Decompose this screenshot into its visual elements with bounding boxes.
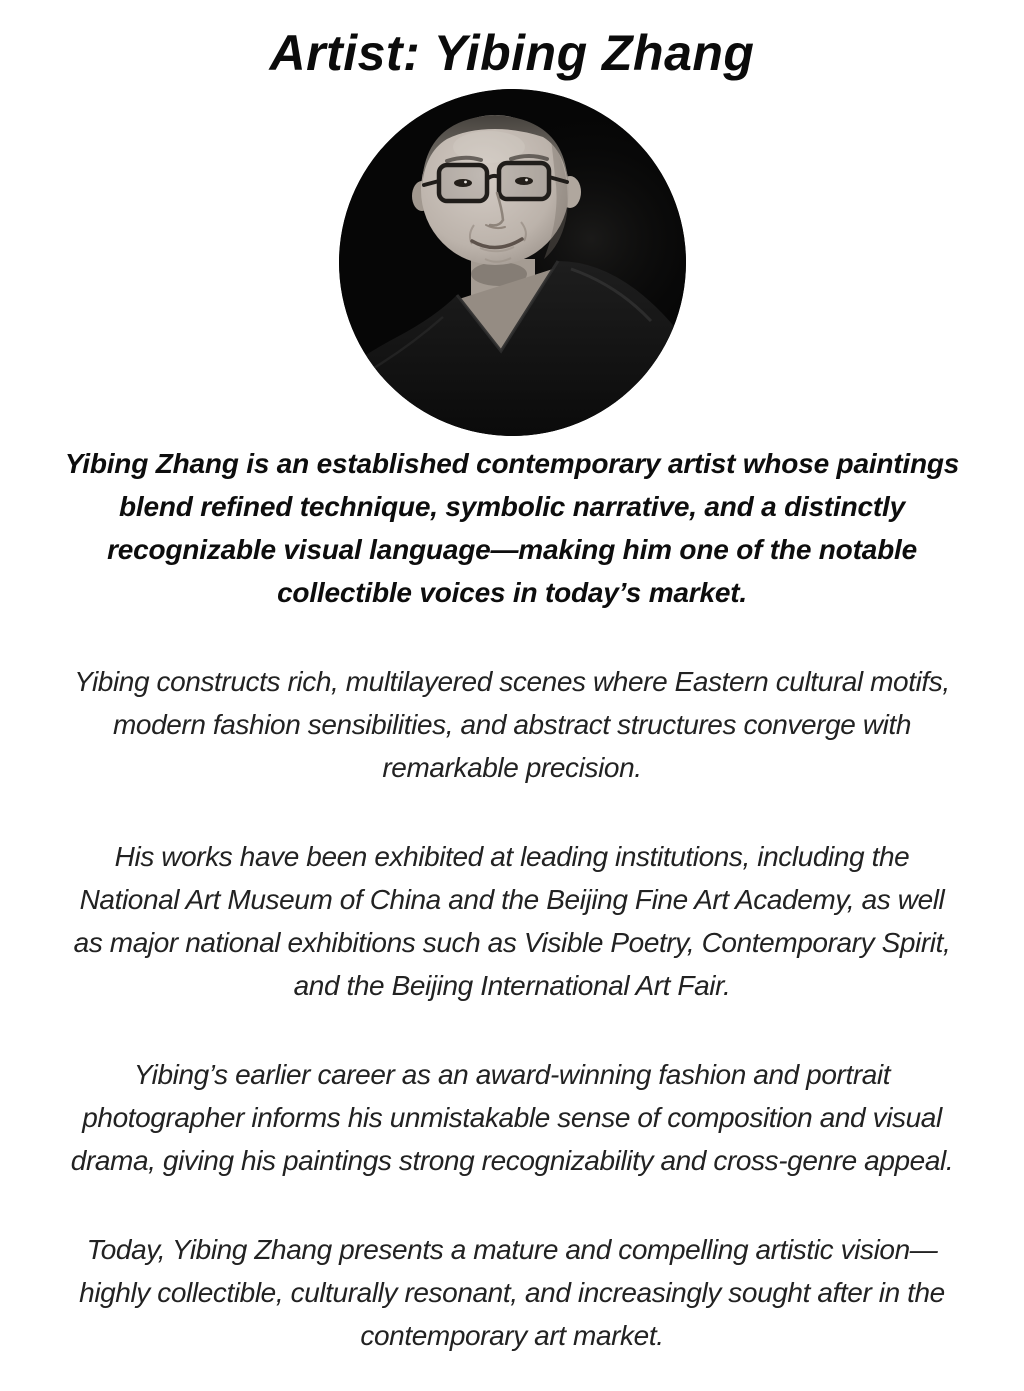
bio-paragraph-style — [0, 660, 1024, 789]
bio-line: Today, Yibing Zhang presents a mature and compelling artistic vision— — [86, 1234, 938, 1265]
bio-line: collectible voices in today’s market. — [277, 577, 747, 608]
bio-line: and the Beijing International Art Fair. — [293, 970, 731, 1001]
bio-line: drama, giving his paintings strong recognizability and cross-genre appeal. — [70, 1145, 954, 1176]
bio-paragraph-exhibitions — [0, 835, 1024, 1007]
bio-line: Yibing Zhang is an established contemporary artist whose paintings — [64, 448, 960, 479]
bio-line: highly collectible, culturally resonant, and increasingly sought after in the — [79, 1277, 945, 1308]
artist-portrait — [339, 89, 686, 436]
portrait-photo-illustration — [339, 89, 686, 436]
bio-line: remarkable precision. — [382, 752, 642, 783]
bio-paragraph-photography — [0, 1053, 1024, 1182]
bio-line: contemporary art market. — [360, 1320, 664, 1351]
bio-line: National Art Museum of China and the Beijing Fine Art Academy, as well — [79, 884, 945, 915]
artist-bio-page — [0, 26, 1024, 1391]
bio-paragraph-today — [0, 1228, 1024, 1357]
bio-line: blend refined technique, symbolic narrative, and a distinctly — [119, 491, 905, 522]
bio-line: recognizable visual language—making him one of the notable — [107, 534, 917, 565]
bio-line: photographer informs his unmistakable sense of composition and visual — [82, 1102, 942, 1133]
bio-line: Yibing constructs rich, multilayered scenes where Eastern cultural motifs, — [74, 666, 950, 697]
bio-line: Yibing’s earlier career as an award-winning fashion and portrait — [133, 1059, 891, 1090]
bio-paragraph-intro — [0, 442, 1024, 614]
bio-line: His works have been exhibited at leading institutions, including the — [114, 841, 910, 872]
bio-text — [0, 442, 1024, 1357]
bio-line: as major national exhibitions such as Visible Poetry, Contemporary Spirit, — [73, 927, 951, 958]
page-title: Artist: Yibing Zhang — [269, 25, 755, 81]
bio-line: modern fashion sensibilities, and abstract structures converge with — [112, 709, 912, 740]
